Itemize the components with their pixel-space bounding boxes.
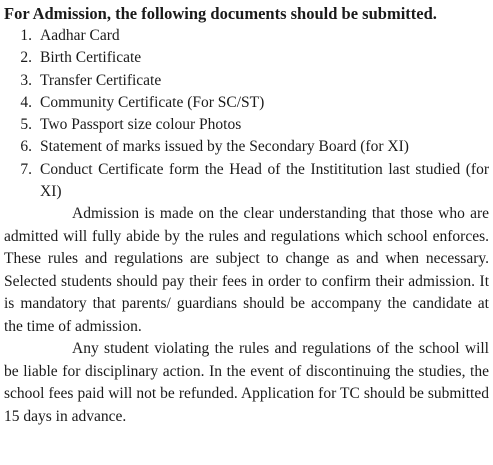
admission-terms-paragraph: Admission is made on the clear understanding that those who are admitted will fully abide by the rules and regulations which school enforces. These rules and regulations are subject to change as and when necessary. Selected students should pay their fees in order to confirm their admission. It is mandatory that parents/ guardians should be accompany the candidate at the time of admission. (4, 205, 489, 335)
list-item-number: 2. (20, 49, 32, 67)
list-item-text: Community Certificate (For SC/ST) (40, 93, 265, 111)
list-item (4, 114, 489, 136)
list-item (4, 136, 489, 158)
list-item-number: 5. (20, 116, 32, 134)
list-item-text: Conduct Certificate form the Head of the Instititution last studied (for XI) (40, 160, 489, 201)
list-item-number: 3. (20, 71, 32, 89)
list-item-number: 7. (20, 160, 32, 178)
list-item (4, 25, 489, 47)
list-item (4, 159, 489, 204)
list-item-number: 1. (20, 27, 32, 44)
list-item (4, 47, 489, 69)
discipline-paragraph: Any student violating the rules and regulations of the school will be liable for disciplinary action. In the event of discontinuing the studies, the school fees paid will not be refunded. Application for TC should be submitted 15 days in advance. (4, 340, 489, 425)
list-item-number: 4. (20, 93, 32, 111)
list-item-text: Birth Certificate (40, 49, 142, 67)
notice-heading: For Admission, the following documents should be submitted. (4, 4, 437, 23)
list-item (4, 70, 489, 92)
documents-list (4, 25, 489, 203)
list-item-text: Statement of marks issued by the Secondary Board (for XI) (40, 138, 409, 156)
list-item-text: Transfer Certificate (40, 71, 162, 89)
list-item-number: 6. (20, 138, 32, 156)
list-item-text: Aadhar Card (40, 27, 120, 44)
list-item (4, 92, 489, 114)
list-item-text: Two Passport size colour Photos (40, 116, 242, 134)
